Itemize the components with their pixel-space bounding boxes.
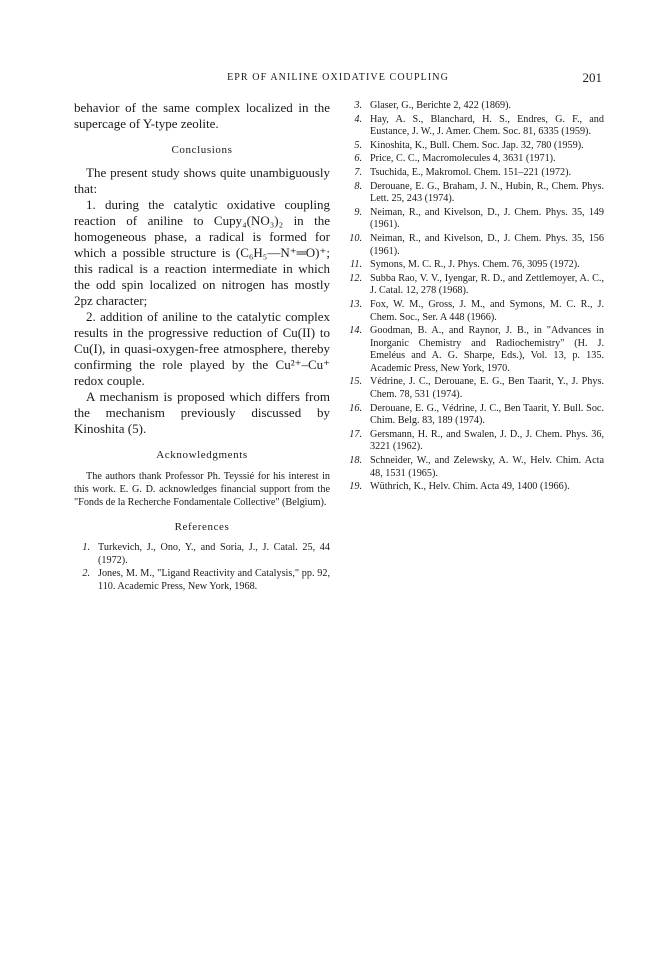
reference-text: Wüthrich, K., Helv. Chim. Acta 49, 1400 (1966). (370, 481, 570, 493)
acknowledgments-heading: Acknowledgments (156, 449, 248, 461)
reference-number: 17. (349, 428, 362, 440)
reference-number: 15. (349, 376, 362, 388)
reference-item (346, 376, 604, 401)
reference-number: 6. (354, 153, 362, 165)
reference-text: Tsuchida, E., Makromol. Chem. 151–221 (1972). (370, 166, 572, 178)
reference-text: Goodman, B. A., and Raynor, J. B., in "Advances in Inorganic Chemistry and Radiochemistry" (H. J. Emeléus and A. G. Sharpe, Eds.), Vol. 13, p. 135. Academic Press, New York, 1970. (370, 325, 604, 374)
left-column (74, 100, 330, 594)
reference-item (346, 273, 604, 298)
reference-number: 18. (349, 455, 362, 467)
reference-text: Subba Rao, V. V., Iyengar, R. D., and Zettlemoyer, A. C., J. Catal. 12, 278 (1968). (370, 272, 604, 297)
page-number: 201 (582, 70, 602, 85)
reference-text: Symons, M. C. R., J. Phys. Chem. 76, 3095 (1972). (370, 259, 580, 271)
reference-list-left (74, 542, 330, 593)
reference-item (346, 455, 604, 480)
reference-text: Hay, A. S., Blanchard, H. S., Endres, G. F., and Eustance, J. W., J. Amer. Chem. Soc. 81, 6335 (1959). (370, 113, 604, 138)
reference-number: 13. (349, 298, 362, 310)
reference-item (346, 181, 604, 206)
reference-text: Schneider, W., and Zelewsky, A. W., Helv. Chim. Acta 48, 1531 (1965). (370, 455, 604, 479)
conclusions-paragraph-1: The present study shows quite unambiguously that: (74, 165, 330, 196)
reference-text: Neiman, R., and Kivelson, D., J. Chem. Phys. 35, 156 (1961). (370, 232, 604, 257)
reference-number: 1. (82, 542, 90, 553)
reference-item (346, 153, 604, 166)
reference-text: Derouane, E. G., Védrine, J. C., Ben Taarit, Y. Bull. Soc. Chim. Belg. 83, 189 (1974). (370, 402, 604, 427)
reference-number: 7. (354, 166, 362, 178)
reference-text: Fox, W. M., Gross, J. M., and Symons, M. C. R., J. Chem. Soc., Ser. A 448 (1966). (370, 298, 604, 323)
reference-item (346, 207, 604, 232)
conclusions-paragraph-4: A mechanism is proposed which differs from the mechanism previously discussed by Kinoshita (5). (74, 389, 330, 436)
conclusions-heading: Conclusions (171, 144, 233, 156)
reference-item (346, 429, 604, 454)
acknowledgments-text: The authors thank Professor Ph. Teyssié for his interest in this work. E. G. D. acknowledges financial support from the "Fonds de la Recherche Fondamentale Collective" (Belgium). (74, 471, 330, 508)
references-heading: References (174, 521, 230, 533)
reference-number: 5. (354, 139, 362, 151)
reference-item (346, 259, 604, 272)
reference-item (346, 114, 604, 139)
reference-number: 11. (350, 259, 362, 271)
reference-number: 8. (354, 180, 362, 192)
reference-number: 2. (82, 568, 90, 580)
running-header (74, 70, 602, 86)
reference-list-right (346, 100, 604, 494)
reference-text: Neiman, R., and Kivelson, D., J. Chem. Phys. 35, 149 (1961). (370, 206, 604, 231)
reference-item (346, 140, 604, 153)
reference-number: 9. (354, 206, 362, 218)
right-column (346, 100, 604, 495)
conclusions-paragraph-2: 1. during the catalytic oxidative coupling reaction of aniline to Cupy₄(NO₃)₂ in the homogeneous phase, a radical is formed for which a possible structure is (C₆H₅—N⁺═O)⁺; this radical is a reaction intermediate in which the odd spin localized on nitrogen has mostly 2pz character; (74, 197, 330, 308)
reference-number: 12. (349, 272, 362, 284)
reference-number: 3. (354, 100, 362, 111)
reference-item (346, 325, 604, 375)
reference-item (74, 542, 330, 567)
running-title: EPR OF ANILINE OXIDATIVE COUPLING (227, 72, 449, 83)
reference-number: 4. (354, 113, 362, 125)
reference-text: Turkevich, J., Ono, Y., and Soria, J., J. Catal. 25, 44 (1972). (98, 542, 330, 566)
reference-text: Derouane, E. G., Braham, J. N., Hubin, R., Chem. Phys. Lett. 25, 243 (1974). (370, 180, 604, 205)
reference-number: 16. (349, 402, 362, 414)
reference-number: 19. (349, 481, 362, 493)
reference-number: 14. (349, 325, 362, 337)
reference-text: Jones, M. M., "Ligand Reactivity and Catalysis," pp. 92, 110. Academic Press, New York, 1968. (98, 568, 330, 592)
reference-item (346, 167, 604, 180)
reference-number: 10. (349, 232, 362, 244)
intro-paragraph: behavior of the same complex localized in the supercage of Y-type zeolite. (74, 100, 330, 131)
reference-item (74, 568, 330, 593)
reference-item (346, 481, 604, 494)
reference-text: Price, C. C., Macromolecules 4, 3631 (1971). (370, 153, 556, 165)
conclusions-paragraph-3: 2. addition of aniline to the catalytic complex results in the progressive reduction of Cu(II) to Cu(I), in quasi-oxygen-free atmosphere, thereby confirming the role played by the Cu²⁺–Cu⁺ redox couple. (74, 309, 330, 388)
reference-item (346, 403, 604, 428)
reference-text: Kinoshita, K., Bull. Chem. Soc. Jap. 32, 780 (1959). (370, 139, 584, 151)
reference-item (346, 100, 604, 113)
reference-text: Gersmann, H. R., and Swalen, J. D., J. Chem. Phys. 36, 3221 (1962). (370, 428, 604, 453)
reference-item (346, 299, 604, 324)
reference-text: Glaser, G., Berichte 2, 422 (1869). (370, 100, 512, 111)
reference-text: Védrine, J. C., Derouane, E. G., Ben Taarit, Y., J. Phys. Chem. 78, 531 (1974). (370, 376, 604, 401)
reference-item (346, 233, 604, 258)
